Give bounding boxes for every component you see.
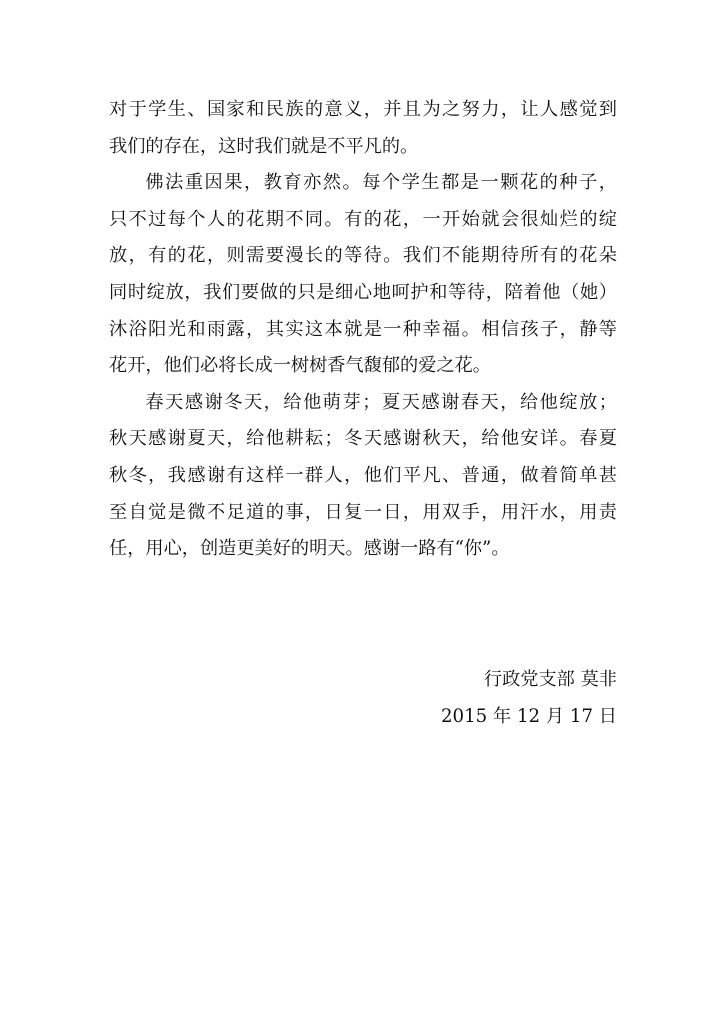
text-line: 同时绽放，我们要做的只是细心地呵护和等待，陪着他（她） xyxy=(109,281,617,303)
text-line: 放，有的花，则需要漫长的等待。我们不能期待所有的花朵 xyxy=(109,245,617,267)
text-line: 只不过每个人的花期不同。有的花，一开始就会很灿烂的绽 xyxy=(109,208,617,230)
letter-body xyxy=(109,92,617,568)
text-line: 至自觉是微不足道的事，日复一日，用双手，用汗水，用责 xyxy=(109,501,617,523)
text-line: 我们的存在，这时我们就是不平凡的。 xyxy=(109,135,419,157)
signature-author: 行政党支部 莫非 xyxy=(483,669,617,690)
text-line: 春天感谢冬天，给他萌芽；夏天感谢春天，给他绽放； xyxy=(145,391,617,413)
signature-date: 2015 年 12 月 17 日 xyxy=(440,705,617,727)
text-line: 佛法重因果，教育亦然。每个学生都是一颗花的种子， xyxy=(145,172,617,194)
text-line: 花开，他们必将长成一树树香气馥郁的爱之花。 xyxy=(109,355,491,377)
text-line: 秋冬，我感谢有这样一群人，他们平凡、普通，做着简单甚 xyxy=(109,464,617,486)
text-line: 对于学生、国家和民族的意义，并且为之努力，让人感觉到 xyxy=(109,99,617,120)
text-line: 沐浴阳光和雨露，其实这本就是一种幸福。相信孩子，静等 xyxy=(109,318,617,340)
text-line: 秋天感谢夏天，给他耕耘；冬天感谢秋天，给他安详。春夏 xyxy=(109,428,617,450)
text-line: 任，用心，创造更美好的明天。感谢一路有“你”。 xyxy=(109,538,510,560)
signature-block xyxy=(441,662,617,735)
